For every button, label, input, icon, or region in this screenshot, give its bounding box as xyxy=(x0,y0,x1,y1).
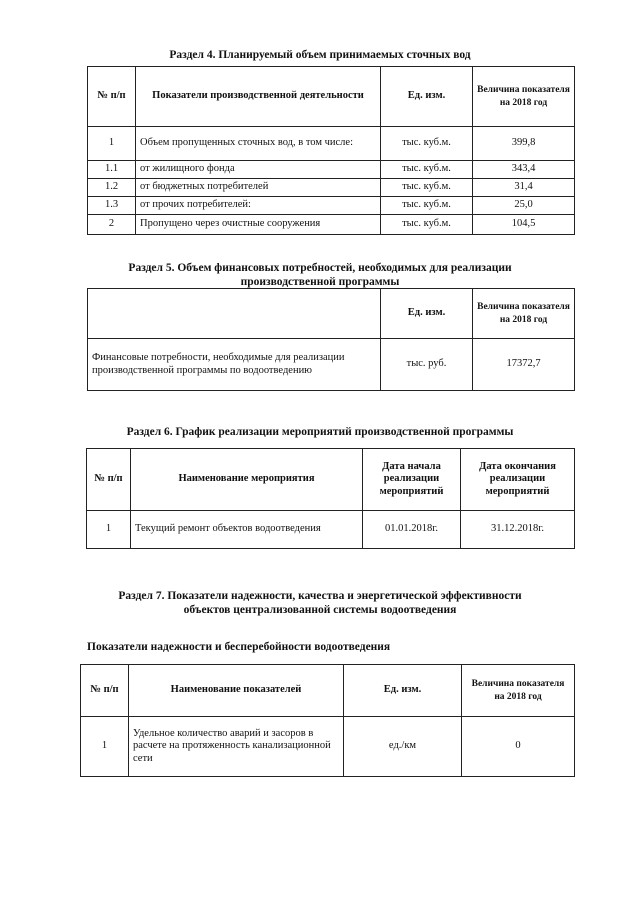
section-5-title-line-2: производственной программы xyxy=(240,276,400,288)
cell-name: Удельное количество аварий и засоров в расчете на протяженность канализационной сети xyxy=(129,717,344,777)
col-header-end-date: Дата окончания реализации мероприятий xyxy=(461,449,575,511)
section-5-title-line-1: Раздел 5. Объем финансовых потребностей, необходимых для реализации xyxy=(128,262,512,274)
cell-value: 104,5 xyxy=(473,215,575,235)
cell-name: Финансовые потребности, необходимые для реализации производственной программы по водоотведению xyxy=(88,339,381,391)
section-5-table xyxy=(87,288,575,391)
col-header-number: № п/п xyxy=(88,67,136,127)
col-header-number: № п/п xyxy=(81,665,129,717)
table-header-row xyxy=(88,289,575,339)
col-header-empty xyxy=(88,289,381,339)
section-4-title: Раздел 4. Планируемый объем принимаемых сточных вод xyxy=(169,49,471,61)
cell-unit: тыс. куб.м. xyxy=(381,215,473,235)
col-header-number: № п/п xyxy=(87,449,131,511)
cell-name: Текущий ремонт объектов водоотведения xyxy=(131,511,363,549)
col-header-indicator: Показатели производственной деятельности xyxy=(136,67,381,127)
section-6-title: Раздел 6. График реализации мероприятий производственной программы xyxy=(126,426,514,438)
cell-value: 31,4 xyxy=(473,179,575,197)
cell-value: 25,0 xyxy=(473,197,575,215)
cell-value: 0 xyxy=(462,717,575,777)
col-header-start-date: Дата начала реализации мероприятий xyxy=(363,449,461,511)
cell-number: 1 xyxy=(81,717,129,777)
cell-unit: тыс. куб.м. xyxy=(381,161,473,179)
section-4-table xyxy=(87,66,575,235)
col-header-value: Величина показателя на 2018 год xyxy=(473,289,575,339)
section-7-table xyxy=(80,664,575,777)
cell-name: от жилищного фонда xyxy=(136,161,381,179)
cell-name: от бюджетных потребителей xyxy=(136,179,381,197)
table-header-row xyxy=(88,67,575,127)
col-header-event-name: Наименование мероприятия xyxy=(131,449,363,511)
cell-number: 1.2 xyxy=(88,179,136,197)
table-row xyxy=(88,215,575,235)
cell-unit: ед./км xyxy=(344,717,462,777)
cell-value: 343,4 xyxy=(473,161,575,179)
table-header-row xyxy=(87,449,575,511)
cell-unit: тыс. куб.м. xyxy=(381,197,473,215)
section-7-title-line-1: Раздел 7. Показатели надежности, качества и энергетической эффективности xyxy=(118,590,522,602)
table-row xyxy=(88,197,575,215)
section-7-title-line-2: объектов централизованной системы водоотведения xyxy=(183,604,457,616)
table-row xyxy=(88,179,575,197)
cell-unit: тыс. куб.м. xyxy=(381,127,473,161)
col-header-value: Величина показателя на 2018 год xyxy=(462,665,575,717)
section-7-subtitle: Показатели надежности и бесперебойности водоотведения xyxy=(87,641,391,653)
col-header-indicator-name: Наименование показателей xyxy=(129,665,344,717)
cell-end-date: 31.12.2018г. xyxy=(461,511,575,549)
col-header-unit: Ед. изм. xyxy=(381,289,473,339)
table-row xyxy=(88,339,575,391)
cell-value: 17372,7 xyxy=(473,339,575,391)
col-header-unit: Ед. изм. xyxy=(381,67,473,127)
cell-number: 1 xyxy=(88,127,136,161)
table-row xyxy=(88,127,575,161)
cell-name: Объем пропущенных сточных вод, в том числе: xyxy=(136,127,381,161)
table-row xyxy=(87,511,575,549)
cell-number: 1.1 xyxy=(88,161,136,179)
cell-unit: тыс. руб. xyxy=(381,339,473,391)
col-header-unit: Ед. изм. xyxy=(344,665,462,717)
cell-number: 1 xyxy=(87,511,131,549)
cell-number: 2 xyxy=(88,215,136,235)
section-5-title xyxy=(60,261,580,289)
cell-number: 1.3 xyxy=(88,197,136,215)
cell-start-date: 01.01.2018г. xyxy=(363,511,461,549)
cell-name: от прочих потребителей: xyxy=(136,197,381,215)
table-row xyxy=(88,161,575,179)
section-7-title xyxy=(60,589,580,617)
table-row xyxy=(81,717,575,777)
cell-unit: тыс. куб.м. xyxy=(381,179,473,197)
cell-name: Пропущено через очистные сооружения xyxy=(136,215,381,235)
col-header-value: Величина показателя на 2018 год xyxy=(473,67,575,127)
section-6-table xyxy=(86,448,575,549)
cell-value: 399,8 xyxy=(473,127,575,161)
table-header-row xyxy=(81,665,575,717)
